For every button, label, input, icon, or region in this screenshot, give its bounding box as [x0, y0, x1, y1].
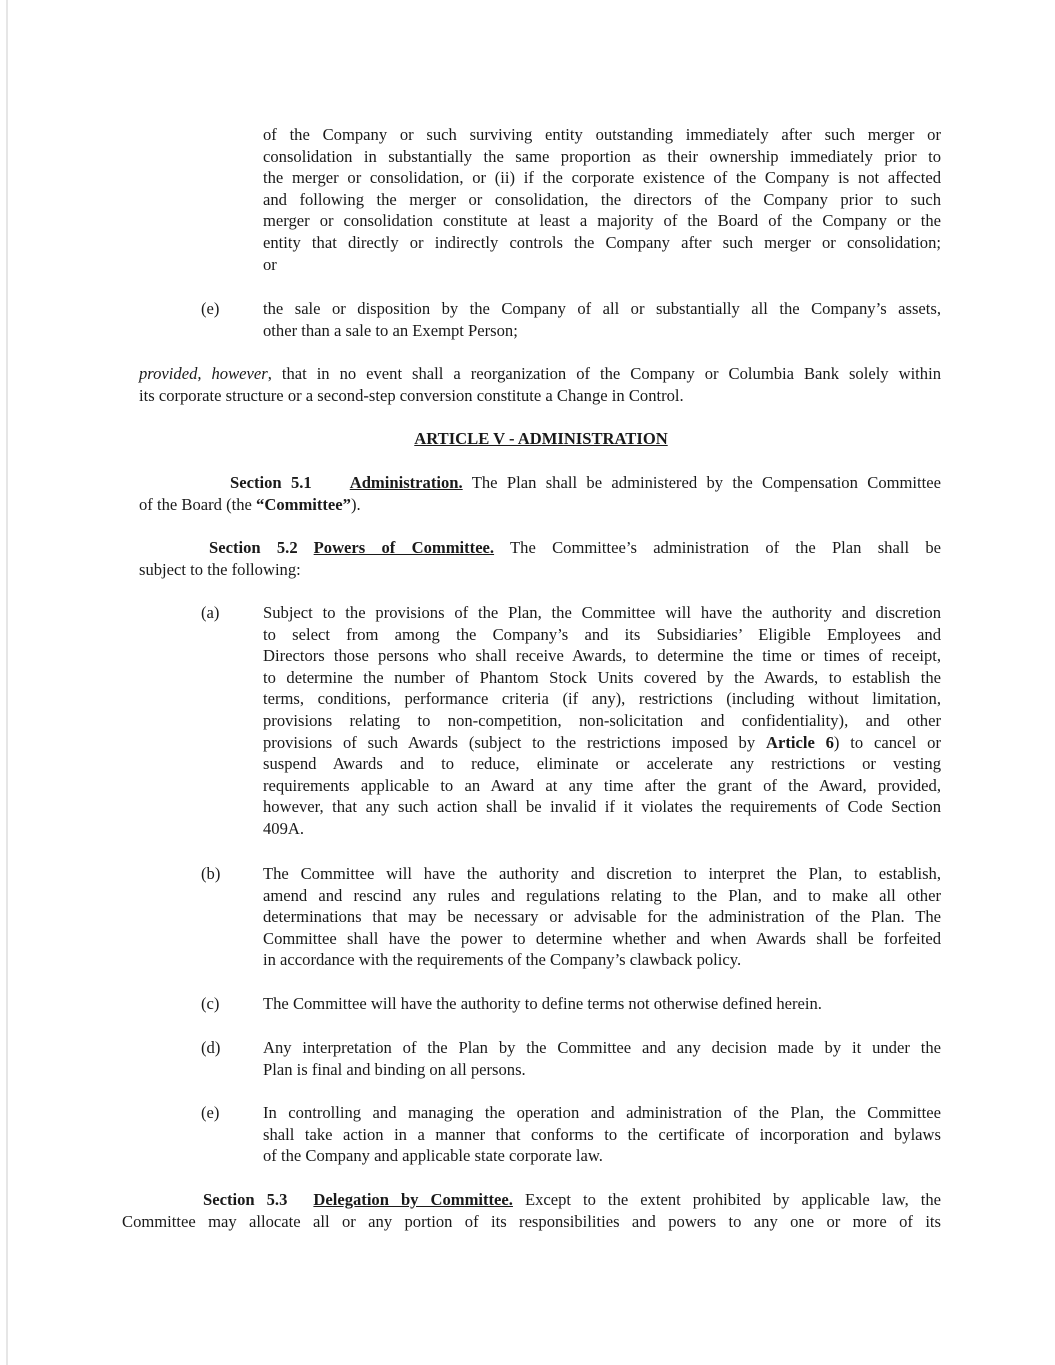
list-marker: (e)	[201, 299, 220, 318]
list-marker: (d)	[201, 1038, 221, 1057]
text-line: determinations that may be necessary or advisable for the administration of the Plan. The	[263, 907, 941, 927]
text-line	[263, 732, 941, 754]
text-line: requirements applicable to an Award at any time after the grant of the Award, provided,	[263, 775, 941, 795]
text-line: Subject to the provisions of the Plan, the Committee will have the authority and discretion	[263, 603, 941, 622]
list-item-sale	[263, 298, 941, 341]
defined-term: “Committee”	[256, 494, 351, 514]
proviso-italic: provided, however	[139, 364, 268, 383]
section-label: Section 5.3	[203, 1190, 288, 1209]
text-line: of the Company and applicable state corporate law.	[263, 1146, 603, 1166]
text-line: its corporate structure or a second-step conversion constitute a Change in Control.	[139, 385, 684, 405]
text-line: of the Company or such surviving entity outstanding immediately after such merger or	[263, 125, 941, 144]
text-line: entity that directly or indirectly controls the Company after such merger or consolidation;	[263, 232, 941, 252]
section-text: Except to the extent prohibited by applicable law, the	[512, 1190, 942, 1209]
text-run: ) to cancel or	[833, 732, 941, 752]
text-line: terms, conditions, performance criteria (if any), restrictions (including without limitation,	[263, 689, 941, 709]
power-item-e	[263, 1102, 941, 1167]
text-line: other than a sale to an Exempt Person;	[263, 320, 518, 340]
text-line: The Committee will have the authority and discretion to interpret the Plan, to establish,	[263, 864, 941, 883]
text-line: merger or consolidation constitute at least a majority of the Board of the Company or the	[263, 211, 941, 231]
section-5-3	[122, 1189, 942, 1232]
power-item-d	[263, 1037, 941, 1080]
text-line: Any interpretation of the Plan by the Committee and any decision made by it under the	[263, 1038, 941, 1057]
text-line	[139, 494, 941, 516]
section-title: Powers of Committee.	[313, 538, 495, 557]
text-line: The Committee will have the authority to define terms not otherwise defined herein.	[263, 994, 822, 1013]
section-5-2	[139, 537, 941, 580]
text-line: In controlling and managing the operation and administration of the Plan, the Committee	[263, 1103, 941, 1122]
section-text: of the Board (the	[139, 494, 257, 514]
text-line: amend and rescind any rules and regulations relating to the Plan, and to make all other	[263, 885, 941, 905]
text-line: or	[263, 254, 277, 274]
text-line: the merger or consolidation, or (ii) if the corporate existence of the Company is not affected	[263, 168, 941, 188]
text-line: provisions relating to non-competition, non-solicitation and confidentiality), and other	[263, 710, 941, 730]
section-text: ).	[350, 494, 361, 514]
power-item-c	[263, 993, 941, 1015]
text-line: to select from among the Company’s and its Subsidiaries’ Eligible Employees and	[263, 624, 941, 644]
list-marker: (e)	[201, 1103, 220, 1122]
text-line: the sale or disposition by the Company of all or substantially all the Company’s assets,	[263, 299, 941, 318]
text-run: provisions of such Awards (subject to the restrictions imposed by	[263, 732, 766, 752]
section-title: Administration.	[349, 473, 463, 492]
power-item-a	[263, 602, 941, 840]
section-text: The Plan shall be administered by the Compensation Committee	[462, 473, 941, 492]
text-line	[139, 472, 941, 494]
text-line: Directors those persons who shall receive Awards, to determine the time or times of receipt,	[263, 646, 941, 666]
text-line: subject to the following:	[139, 559, 301, 579]
continuation-paragraph	[263, 124, 941, 275]
text-line	[139, 363, 941, 385]
text-line: however, that any such action shall be invalid if it violates the requirements of Code Section	[263, 797, 941, 817]
power-item-b	[263, 863, 941, 971]
text-line: to determine the number of Phantom Stock Units covered by the Awards, to establish the	[263, 667, 941, 687]
text-line: shall take action in a manner that conforms to the certificate of incorporation and bylaws	[263, 1124, 941, 1144]
article-reference: Article 6	[765, 732, 834, 752]
article-heading: ARTICLE V - ADMINISTRATION	[414, 429, 668, 448]
list-marker: (b)	[201, 864, 221, 883]
text-line	[139, 537, 941, 559]
text-line: Committee shall have the power to determine whether and when Awards shall be forfeited	[263, 928, 941, 948]
section-title: Delegation by Committee.	[313, 1190, 513, 1209]
section-5-1	[139, 472, 941, 515]
proviso-paragraph	[139, 363, 941, 406]
section-label: Section 5.2	[209, 538, 298, 557]
list-marker: (a)	[201, 603, 220, 622]
text-line: consolidation in substantially the same proportion as their ownership immediately prior to	[263, 146, 941, 166]
section-text: The Committee’s administration of the Plan shall be	[494, 538, 941, 557]
text-line: and following the merger or consolidation, the directors of the Company prior to such	[263, 189, 941, 209]
text-line: Committee may allocate all or any portion of its responsibilities and powers to any one or more of its	[122, 1211, 941, 1231]
text-line: in accordance with the requirements of the Company’s clawback policy.	[263, 950, 742, 970]
text-line	[139, 1189, 941, 1211]
list-marker: (c)	[201, 994, 220, 1013]
text-line: suspend Awards and to reduce, eliminate or accelerate any restrictions or vesting	[263, 754, 941, 774]
text-line: Plan is final and binding on all persons.	[263, 1059, 526, 1079]
text-line: 409A.	[263, 818, 305, 838]
proviso-text: , that in no event shall a reorganization of the Company or Columbia Bank solely within	[267, 364, 941, 383]
section-label: Section 5.1	[230, 473, 312, 492]
